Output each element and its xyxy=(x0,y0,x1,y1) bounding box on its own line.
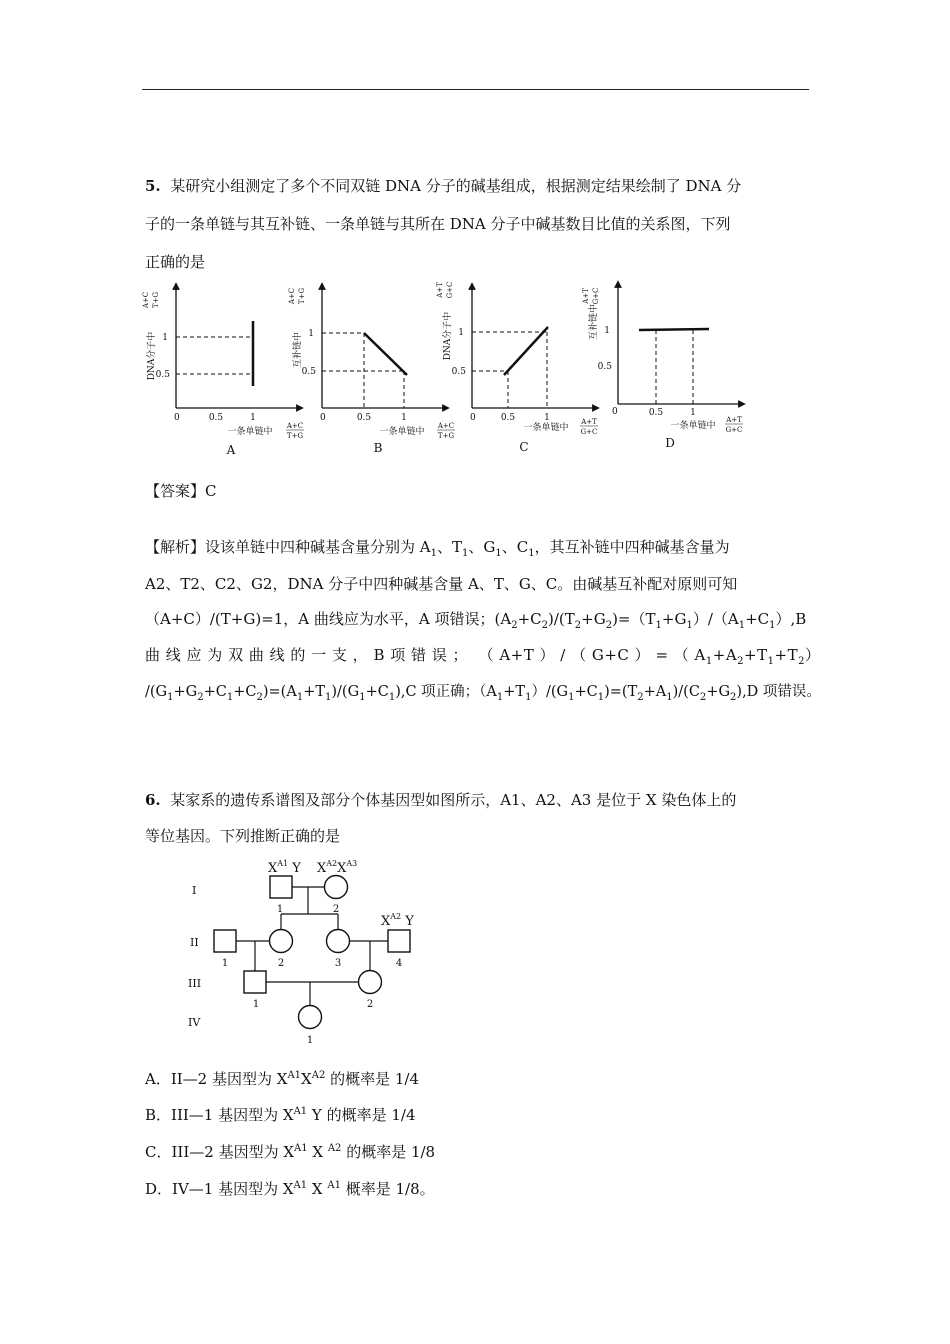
chart-a-letter: A xyxy=(226,443,236,457)
q6-line1: 6. 某家系的遗传系谱图及部分个体基因型如图所示，A1、A2、A3 是位于 X 染色体上的 xyxy=(145,791,737,809)
q5-number: 5. xyxy=(145,177,161,195)
chart-c-line xyxy=(504,327,548,375)
svg-text:A+T: A+T xyxy=(436,282,444,298)
svg-text:互补链中: 互补链中 xyxy=(293,331,303,369)
svg-text:A+C: A+C xyxy=(142,291,150,309)
svg-text:2: 2 xyxy=(277,958,285,969)
svg-text:一条单链中: 一条单链中 xyxy=(523,423,569,433)
chart-c-letter: C xyxy=(519,440,529,454)
svg-text:3: 3 xyxy=(334,958,342,969)
gen-II: II xyxy=(190,936,199,949)
svg-text:1: 1 xyxy=(458,328,464,338)
q6-number: 6. xyxy=(145,791,161,809)
III-1 xyxy=(244,971,266,993)
chart-d xyxy=(582,284,743,450)
svg-text:0.5: 0.5 xyxy=(597,362,612,372)
q5-answer xyxy=(145,481,217,501)
svg-text:1: 1 xyxy=(604,326,610,336)
svg-text:DNA分子中: DNA分子中 xyxy=(443,311,453,361)
q5-charts xyxy=(140,278,760,460)
q5-analysis-line2: A2、T2、C2、G2，DNA 分子中四种碱基含量 A、T、G、C。由碱基互补配对原则可知 xyxy=(145,575,738,593)
svg-text:T+G: T+G xyxy=(298,287,306,305)
svg-text:A+T: A+T xyxy=(726,416,742,424)
q5-line3: 正确的是 xyxy=(145,253,206,271)
svg-text:0: 0 xyxy=(612,407,618,417)
svg-text:4: 4 xyxy=(395,958,403,969)
q6-option-a: A．II—2 基因型为 $X^{A1}X^{A2}$ 的概率是 1/4 xyxy=(145,1070,420,1088)
q5-analysis-line4: 曲 线 应 为 双 曲 线 的 一 支 ， B 项 错 误 ； （ A+T ） / （ G+C ） = （ $A_1+A_2+T_1+T_2$） xyxy=(145,646,821,667)
svg-text:0.5: 0.5 xyxy=(301,367,316,377)
svg-text:2: 2 xyxy=(366,999,374,1010)
q5-analysis-line5: $/(G_1+G_2+C_1+C_2)=(A_1+T_1)/(G_1+C_1),C$ 项正确；$(A_1+T_1)/(G_1+C_1)=(T_2+A_1)/(C_2+G_2),D$ 项错误。 xyxy=(145,684,821,703)
q5-analysis-line1: 【解析】设该单链中四种碱基含量分别为 $A_1$、$T_1$、$G_1$、$C_1$，其互补链中四种碱基含量为 xyxy=(145,538,730,559)
svg-text:G+C: G+C xyxy=(725,426,743,434)
svg-text:0: 0 xyxy=(320,413,326,423)
gen-I: I xyxy=(192,884,197,897)
svg-text:0.5: 0.5 xyxy=(208,413,224,423)
svg-text:T+G: T+G xyxy=(286,432,304,440)
svg-text:0: 0 xyxy=(174,413,180,423)
svg-text:1: 1 xyxy=(690,408,696,418)
svg-text:A+T: A+T xyxy=(581,418,597,426)
II-1 xyxy=(214,930,236,952)
svg-text:A+T: A+T xyxy=(582,288,590,304)
II-4 xyxy=(388,930,410,952)
svg-text:0.5: 0.5 xyxy=(356,413,372,423)
svg-text:A+C: A+C xyxy=(288,287,296,305)
genotype-II-4: $X^{A2}$ Y xyxy=(381,912,414,929)
chart-b xyxy=(288,286,455,455)
q5-line2: 子的一条单链与其互补链、一条单链与其所在 DNA 分子中碱基数目比值的关系图，下列 xyxy=(145,215,731,233)
svg-text:0.5: 0.5 xyxy=(648,408,664,418)
svg-text:1: 1 xyxy=(401,413,407,423)
svg-text:0: 0 xyxy=(470,413,476,423)
answer-label: 【答案】 xyxy=(145,482,206,500)
svg-text:2: 2 xyxy=(332,904,340,915)
svg-text:1: 1 xyxy=(306,1035,314,1046)
gen-IV: IV xyxy=(188,1016,201,1029)
svg-text:1: 1 xyxy=(276,904,284,915)
q6-line2: 等位基因。下列推断正确的是 xyxy=(145,827,341,845)
genotype-I-2: $X^{A2}X^{A3}$ xyxy=(317,859,358,876)
svg-text:T+G: T+G xyxy=(152,291,160,309)
chart-d-line xyxy=(639,329,709,330)
q5-line1: 5. 某研究小组测定了多个不同双链 DNA 分子的碱基组成，根据测定结果绘制了 DNA 分 xyxy=(145,177,742,195)
svg-text:一条单链中: 一条单链中 xyxy=(227,427,273,437)
chart-b-line xyxy=(364,333,407,375)
q6-option-c: C．III—2 基因型为 $X^{A1}$ X $^{A2}$ 的概率是 1/8 xyxy=(145,1143,436,1161)
I-2 xyxy=(325,876,348,899)
svg-text:G+C: G+C xyxy=(580,428,598,436)
svg-text:A+C: A+C xyxy=(286,422,304,430)
svg-text:1: 1 xyxy=(162,333,168,343)
genotype-I-1: $X^{A1}$ Y xyxy=(268,859,301,876)
svg-text:0.5: 0.5 xyxy=(500,413,516,423)
header-rule xyxy=(142,89,809,90)
answer-value: C xyxy=(205,482,217,500)
svg-text:一条单链中: 一条单链中 xyxy=(670,421,716,431)
IV-1 xyxy=(299,1006,322,1029)
II-2 xyxy=(270,930,293,953)
chart-a xyxy=(142,286,304,457)
svg-text:1: 1 xyxy=(252,999,260,1010)
q6-option-b: B．III—1 基因型为 $X^{A1}$ Y 的概率是 1/4 xyxy=(145,1106,416,1124)
svg-text:A+C: A+C xyxy=(437,422,455,430)
svg-text:DNA分子中: DNA分子中 xyxy=(147,331,157,381)
pedigree-chart xyxy=(180,850,440,1050)
svg-text:T+G: T+G xyxy=(437,432,455,440)
II-3 xyxy=(327,930,350,953)
gen-III: III xyxy=(188,977,202,990)
svg-text:1: 1 xyxy=(544,413,550,423)
chart-d-letter: D xyxy=(665,436,675,450)
svg-text:0.5: 0.5 xyxy=(155,370,170,380)
q6-option-d: D．IV—1 基因型为 $X^{A1}$ X $^{A1}$ 概率是 1/8。 xyxy=(145,1180,435,1198)
svg-text:互补链中: 互补链中 xyxy=(589,303,599,341)
chart-b-letter: B xyxy=(373,441,383,455)
I-1 xyxy=(270,876,292,898)
q5-analysis-line3: （A+C）/(T+G)=1，A 曲线应为水平，A 项错误；$(A_2+C_2)/(T_2+G_2)=(T_1+G_1)/(A_1+C_1),B$ xyxy=(145,610,807,631)
svg-text:0.5: 0.5 xyxy=(451,367,466,377)
svg-text:G+C: G+C xyxy=(592,287,600,305)
svg-text:一条单链中: 一条单链中 xyxy=(379,427,425,437)
svg-text:1: 1 xyxy=(221,958,229,969)
svg-text:1: 1 xyxy=(308,329,314,339)
III-2 xyxy=(359,971,382,994)
svg-text:1: 1 xyxy=(250,413,256,423)
svg-text:G+C: G+C xyxy=(446,281,454,299)
chart-c xyxy=(436,282,598,454)
